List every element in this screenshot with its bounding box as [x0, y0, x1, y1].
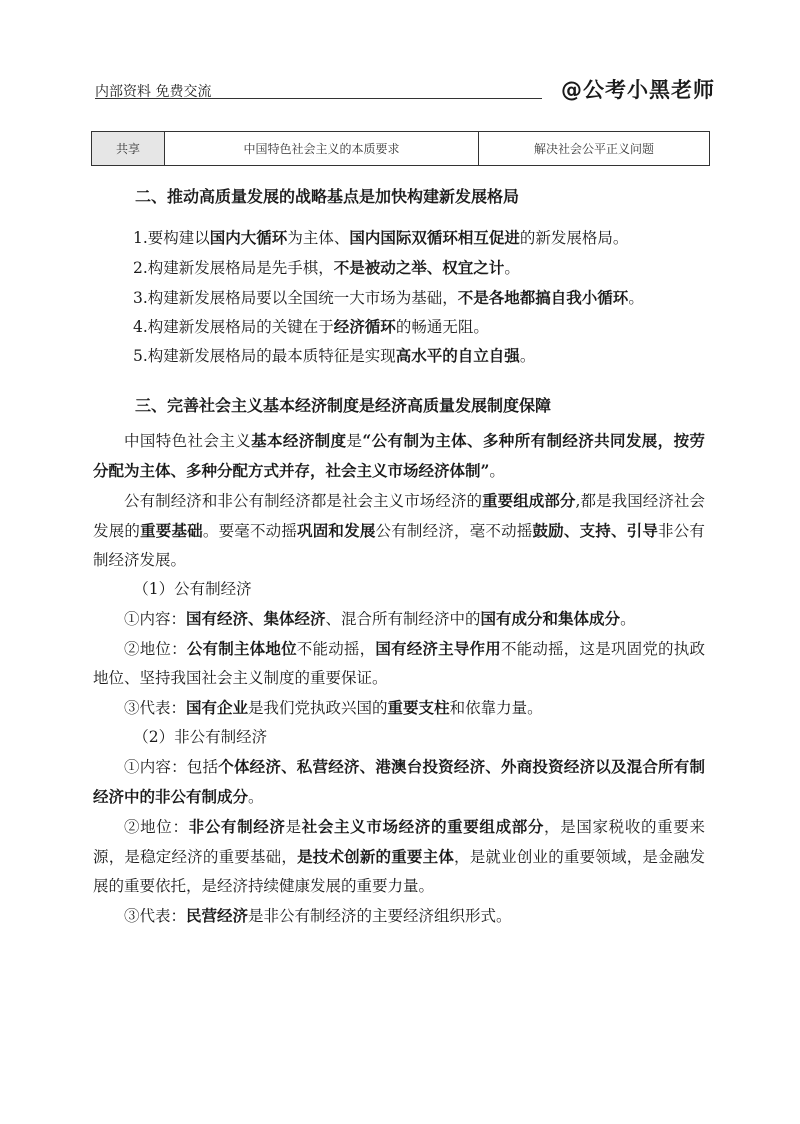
- section3-body: [93, 426, 705, 931]
- share-problem-cell: 解决社会公平正义问题: [479, 132, 710, 166]
- section2-item-5: 5.构建新发展格局的最本质特征是实现高水平的自立自强。: [133, 346, 536, 365]
- public-economy-position: ②地位：公有制主体地位不能动摇，国有经济主导作用不能动摇，这是巩固党的执政地位、坚持我国社会主义制度的重要保证。: [93, 639, 705, 687]
- page-header: [95, 78, 715, 104]
- share-topic-cell: 中国特色社会主义的本质要求: [165, 132, 479, 166]
- section2-item-2: 2.构建新发展格局是先手棋，不是被动之举、权宜之计。: [133, 258, 520, 277]
- public-economy-content: ①内容：国有经济、集体经济、混合所有制经济中的国有成分和集体成分。: [124, 609, 636, 628]
- section3-intro: 中国特色社会主义基本经济制度是“公有制为主体、多种所有制经济共同发展，按劳分配为主体、多种分配方式并存，社会主义市场经济体制”。: [93, 431, 705, 480]
- share-label-cell: 共享: [92, 132, 165, 166]
- section2-heading: 二、推动高质量发展的战略基点是加快构建新发展格局: [135, 187, 520, 206]
- author-watermark: @公考小黑老师: [561, 78, 715, 102]
- section2-item-3: 3.构建新发展格局要以全国统一大市场为基础，不是各地都搞自我小循环。: [133, 288, 644, 307]
- public-economy-representative: ③代表：国有企业是我们党执政兴国的重要支柱和依靠力量。: [124, 698, 543, 717]
- nonpublic-economy-title: （2）非公有制经济: [133, 728, 268, 746]
- header-rule: [95, 98, 542, 99]
- share-table: [91, 131, 710, 166]
- section3-para2: 公有制经济和非公有制经济都是社会主义市场经济的重要组成部分,都是我国经济社会发展的重要基础。要毫不动摇巩固和发展公有制经济，毫不动摇鼓励、支持、引导非公有制经济发展。: [93, 491, 705, 569]
- nonpublic-economy-position: ②地位：非公有制经济是社会主义市场经济的重要组成部分，是国家税收的重要来源，是稳定经济的重要基础，是技术创新的重要主体，是就业创业的重要领域，是金融发展的重要依托，是经济持续健康发展的重要力量。: [93, 817, 705, 895]
- section3-heading: 三、完善社会主义基本经济制度是经济高质量发展制度保障: [135, 396, 552, 415]
- share-row: [92, 132, 710, 166]
- section2-item-4: 4.构建新发展格局的关键在于经济循环的畅通无阻。: [133, 317, 489, 336]
- header-label: 内部资料 免费交流: [95, 84, 212, 100]
- nonpublic-economy-representative: ③代表：民营经济是非公有制经济的主要经济组织形式。: [124, 906, 512, 925]
- section2-item-1: 1.要构建以国内大循环为主体、国内国际双循环相互促进的新发展格局。: [133, 228, 629, 247]
- public-economy-title: （1）公有制经济: [133, 580, 252, 598]
- nonpublic-economy-content: ①内容：包括个体经济、私营经济、港澳台投资经济、外商投资经济以及混合所有制经济中的非公有制成分。: [93, 757, 705, 806]
